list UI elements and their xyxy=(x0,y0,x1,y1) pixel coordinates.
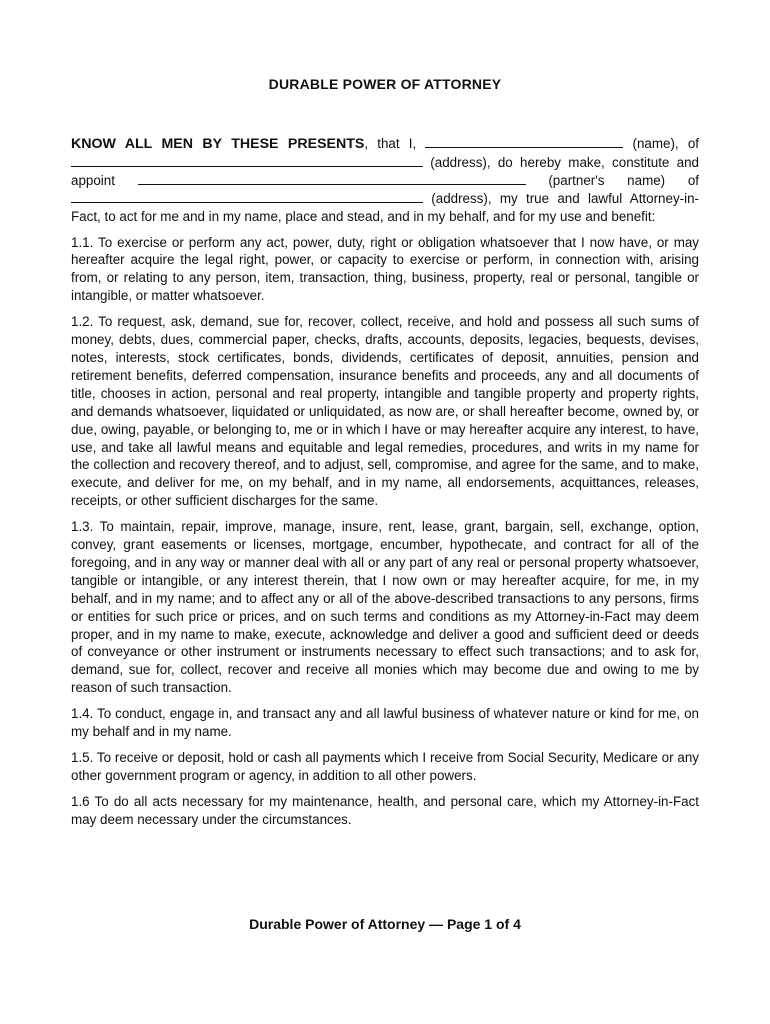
address-blank[interactable] xyxy=(71,155,423,167)
page-footer: Durable Power of Attorney — Page 1 of 4 xyxy=(249,916,521,932)
intro-text-2: (name), of xyxy=(623,136,699,151)
partner-name-blank[interactable] xyxy=(138,173,526,185)
intro-text-5: (address), my true and lawful Attorney-in-Fact, to act for me and in my name, place and stead, and in my behalf, and for my use and benefit: xyxy=(71,190,699,224)
intro-text-1: , that I, xyxy=(364,136,426,151)
partner-address-blank[interactable] xyxy=(71,191,423,203)
paragraph-1-4: 1.4. To conduct, engage in, and transact any and all lawful business of whatever nature or kind for me, on my behalf and in my name. xyxy=(71,706,699,740)
name-blank[interactable] xyxy=(425,136,623,148)
intro-text-3: (address), do hereby make, constitute and appoint xyxy=(71,154,699,188)
document-body xyxy=(71,135,699,837)
intro-text-4: (partner's name) of xyxy=(525,172,699,188)
paragraph-1-2: 1.2. To request, ask, demand, sue for, recover, collect, receive, and hold and possess all such sums of money, debts, dues, commercial paper, checks, drafts, accounts, deposits, legacies, bequests, devises, notes, interests, stock certificates, bonds, dividends, certificates of deposit, annuities, pension and retirement benefits, deferred compensation, insurance benefits and proceeds, any and all documents of title, chooses in action, personal and real property, intangible and tangible property and property rights, and demands whatsoever, liquidated or unliquidated, as now are, or shall hereafter become, owned by, or due, owing, payable, or belonging to, me or in which I have or may hereafter acquire any interest, to have, use, and take all lawful means and equitable and legal remedies, procedures, and writs in my name for the collection and recovery thereof, and to adjust, sell, compromise, and agree for the same, and to make, execute, and deliver for me, on my behalf, and in my name, all endorsements, acquittances, releases, receipts, or other sufficient discharges for the same. xyxy=(71,314,699,509)
intro-paragraph xyxy=(71,135,699,226)
paragraph-1-1: 1.1. To exercise or perform any act, power, duty, right or obligation whatsoever that I now have, or may hereafter acquire the legal right, power, or capacity to exercise or perform, in connection with, arising from, or relating to any person, item, transaction, thing, business, property, real or personal, tangible or intangible, or matter whatsoever. xyxy=(71,234,699,304)
paragraph-1-3: 1.3. To maintain, repair, improve, manage, insure, rent, lease, grant, bargain, sell, exchange, option, convey, grant easements or licenses, mortgage, encumber, hypothecate, and contract for all of the foregoing, and in any way or manner deal with all or any part of any real or personal property whatsoever, tangible or intangible, or any interest therein, that I now own or may hereafter acquire, for me, in my behalf, and in my name; and to affect any or all of the above-described transactions to any persons, firms or entities for such price or prices, and on such terms and conditions as my Attorney-in-Fact may deem proper, and in my name to make, execute, acknowledge and deliver a good and sufficient deed or deeds of conveyance or other instrument or instruments necessary to effect such transactions; and to ask for, demand, sue for, collect, recover and receive all monies which may become due and owing to me by reason of such transaction. xyxy=(71,519,699,696)
paragraph-1-5: 1.5. To receive or deposit, hold or cash all payments which I receive from Social Security, Medicare or any other government program or agency, in addition to all other powers. xyxy=(71,750,699,783)
document-title: DURABLE POWER OF ATTORNEY xyxy=(268,76,502,92)
intro-lead: KNOW ALL MEN BY THESE PRESENTS xyxy=(71,136,365,152)
paragraph-1-6: 1.6 To do all acts necessary for my maintenance, health, and personal care, which my Attorney-in-Fact may deem necessary under the circumstances. xyxy=(71,793,699,827)
